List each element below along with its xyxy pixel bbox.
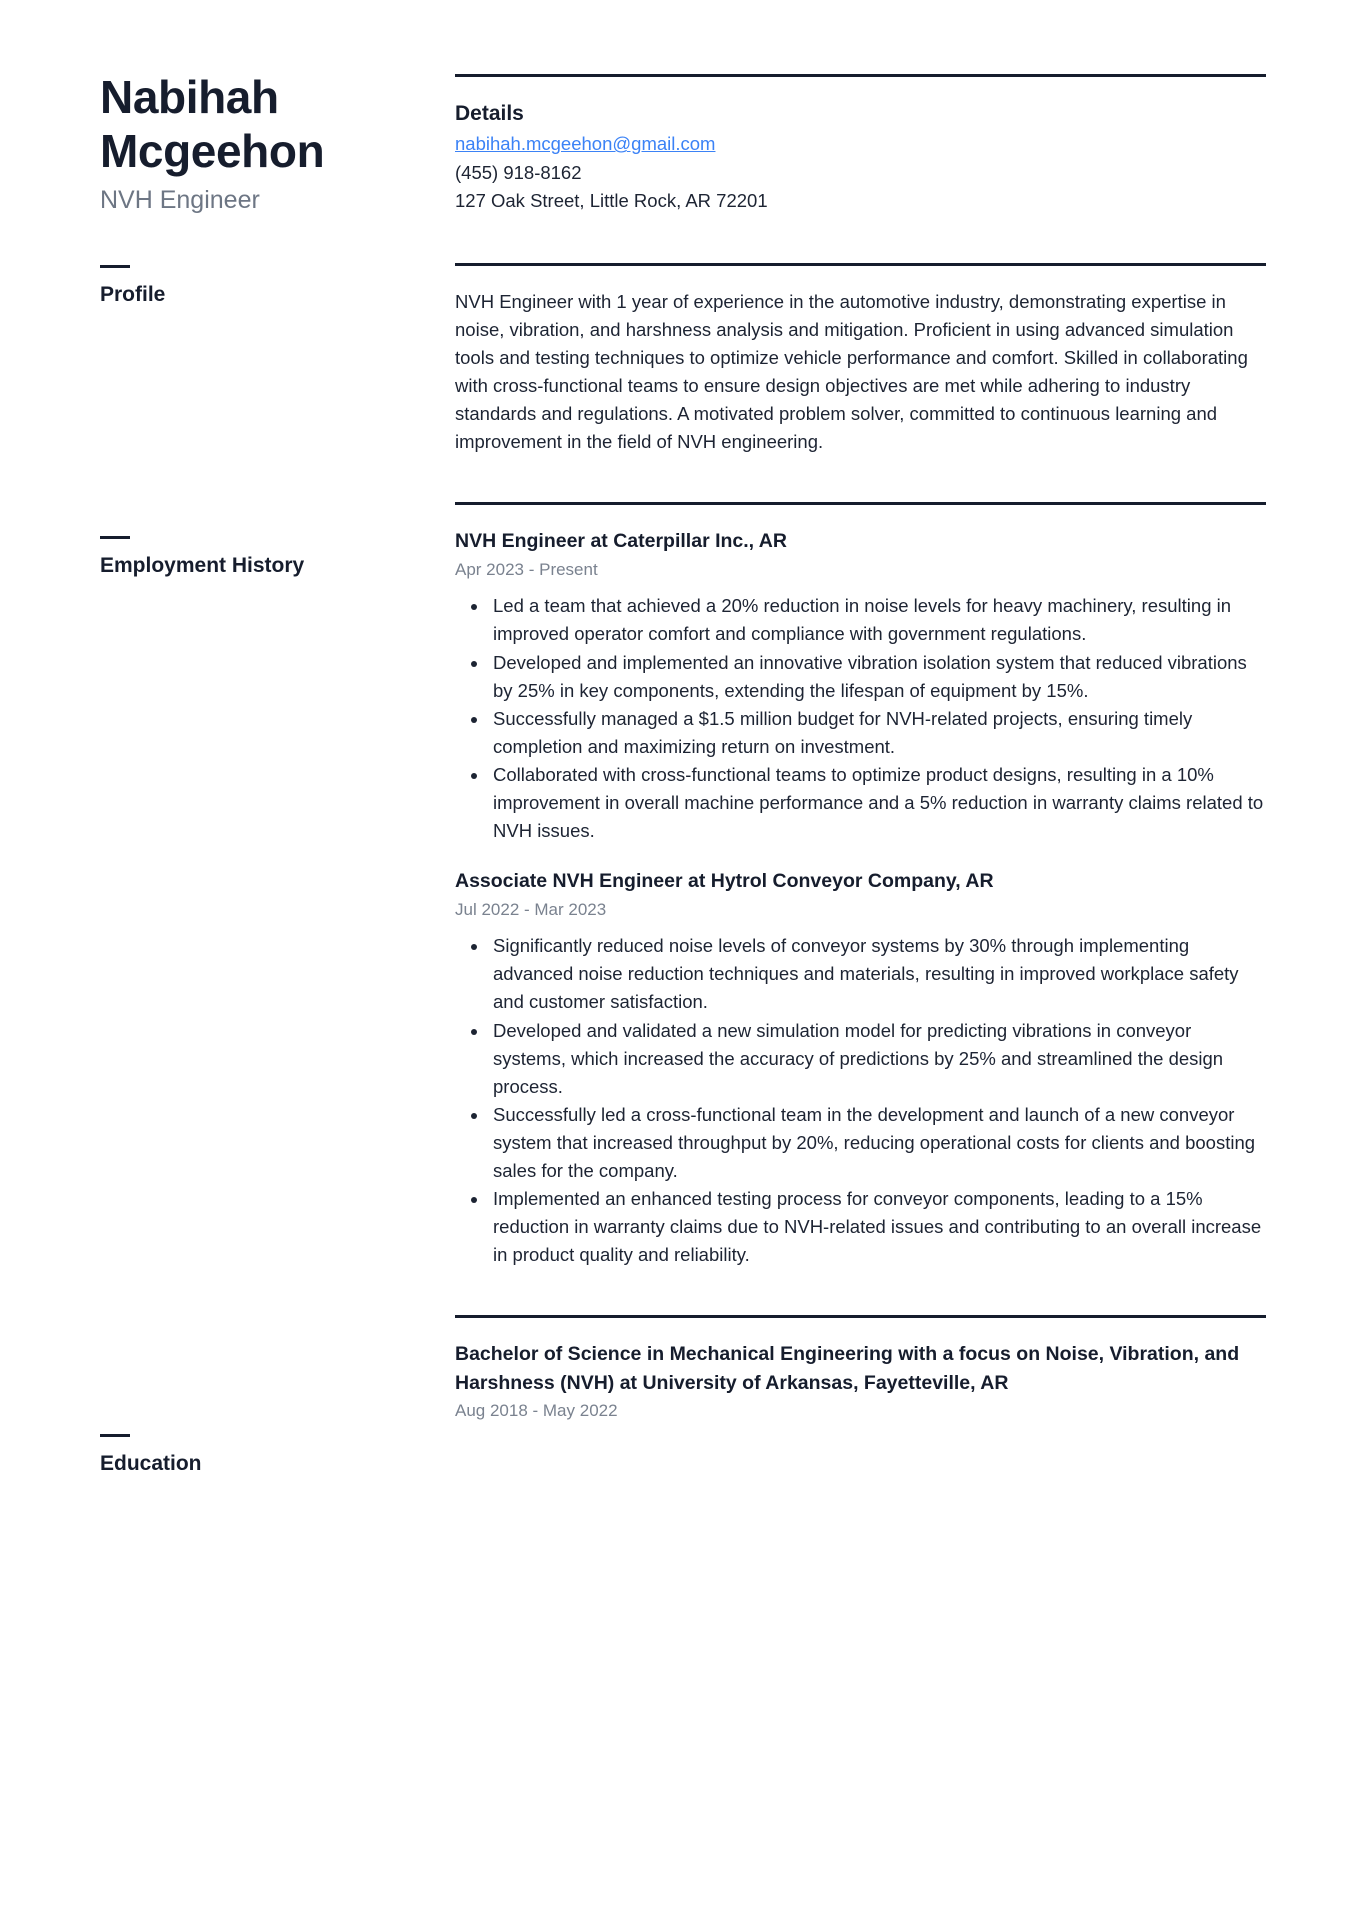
employment-entry-date: Jul 2022 - Mar 2023: [455, 899, 607, 919]
list-item: • Successfully led a cross-functional team in the development and launch of a new conveyor system that increased throughput by 20%, reducing operational costs for clients and boosting sales for the company.: [489, 1101, 1266, 1185]
education-entry: [455, 1340, 1266, 1423]
sidebar-label-employment: Employment History: [100, 553, 305, 577]
section-dash-icon: [100, 536, 130, 539]
details-phone: (455) 918-8162: [455, 161, 582, 183]
employment-entry-title: NVH Engineer at Caterpillar Inc., AR: [455, 530, 787, 553]
list-item: • Successfully managed a $1.5 million budget for NVH-related projects, ensuring timely completion and maximizing return on investment.: [489, 705, 1266, 761]
list-item: • Developed and implemented an innovative vibration isolation system that reduced vibrations by 25% in key components, extending the lifespan of equipment by 15%.: [489, 649, 1266, 705]
left-column: [100, 60, 455, 1477]
page-title: Nabihah Mcgeehon: [100, 71, 325, 178]
profile-text: NVH Engineer with 1 year of experience in the automotive industry, demonstrating expertise in noise, vibration, and harshness analysis and mitigation. Proficient in using advanced simulation tools and testing techniques to optimize vehicle performance and comfort. Skilled in collaborating with cross-functional teams to ensure design objectives are met while adhering to industry standards and regulations. A motivated problem solver, committed to continuous learning and improvement in the field of NVH engineering.: [455, 290, 1248, 453]
name-block: [100, 60, 425, 215]
employment-entry-bullets: [455, 932, 1266, 1269]
list-item: • Led a team that achieved a 20% reduction in noise levels for heavy machinery, resulting in improved operator comfort and compliance with government regulations.: [489, 592, 1266, 648]
email-link[interactable]: nabihah.mcgeehon@gmail.com: [455, 133, 716, 155]
section-dash-icon: [100, 265, 130, 268]
list-item: • Developed and validated a new simulation model for predicting vibrations in conveyor systems, which increased the accuracy of predictions by 25% and streamlined the design process.: [489, 1017, 1266, 1101]
list-item: • Collaborated with cross-functional teams to optimize product designs, resulting in a 10% improvement in overall machine performance and a 5% reduction in warranty claims related to NVH issues.: [489, 761, 1266, 845]
section-education: [455, 1315, 1266, 1423]
section-details: [455, 74, 1266, 215]
employment-entry-title: Associate NVH Engineer at Hytrol Conveyor Company, AR: [455, 870, 994, 893]
sidebar-section-employment: [100, 536, 425, 579]
list-item: • Implemented an enhanced testing process for conveyor components, leading to a 15% reduction in warranty claims due to NVH-related issues and contributing to an overall increase in product quality and reliability.: [489, 1185, 1266, 1269]
right-column: [455, 60, 1266, 1424]
sidebar-section-profile: [100, 265, 425, 308]
sidebar-label-profile: Profile: [100, 282, 166, 306]
section-profile: [455, 263, 1266, 457]
sidebar-label-education: Education: [100, 1452, 202, 1476]
employment-entry-bullets: [455, 592, 1266, 845]
list-item: • Significantly reduced noise levels of conveyor systems by 30% through implementing advanced noise reduction techniques and materials, resulting in improved workplace safety and customer satisfaction.: [489, 932, 1266, 1016]
details-address: 127 Oak Street, Little Rock, AR 72201: [455, 189, 768, 211]
education-entry-title: Bachelor of Science in Mechanical Engineering with a focus on Noise, Vibration, and Harshness (NVH) at University of Arkansas, Fayetteville, AR: [455, 1343, 1240, 1394]
employment-entry: [455, 867, 1266, 1269]
employment-entry-date: Apr 2023 - Present: [455, 559, 598, 579]
job-title-subtitle: NVH Engineer: [100, 185, 260, 214]
section-dash-icon: [100, 1434, 130, 1437]
details-heading: Details: [455, 102, 524, 125]
entry-spacer: [455, 845, 1266, 867]
education-entry-date: Aug 2018 - May 2022: [455, 1401, 618, 1421]
sidebar-section-education: [100, 1434, 425, 1477]
section-employment: [455, 502, 1266, 1269]
employment-entry: [455, 527, 1266, 845]
details-email-row: [455, 130, 1266, 158]
